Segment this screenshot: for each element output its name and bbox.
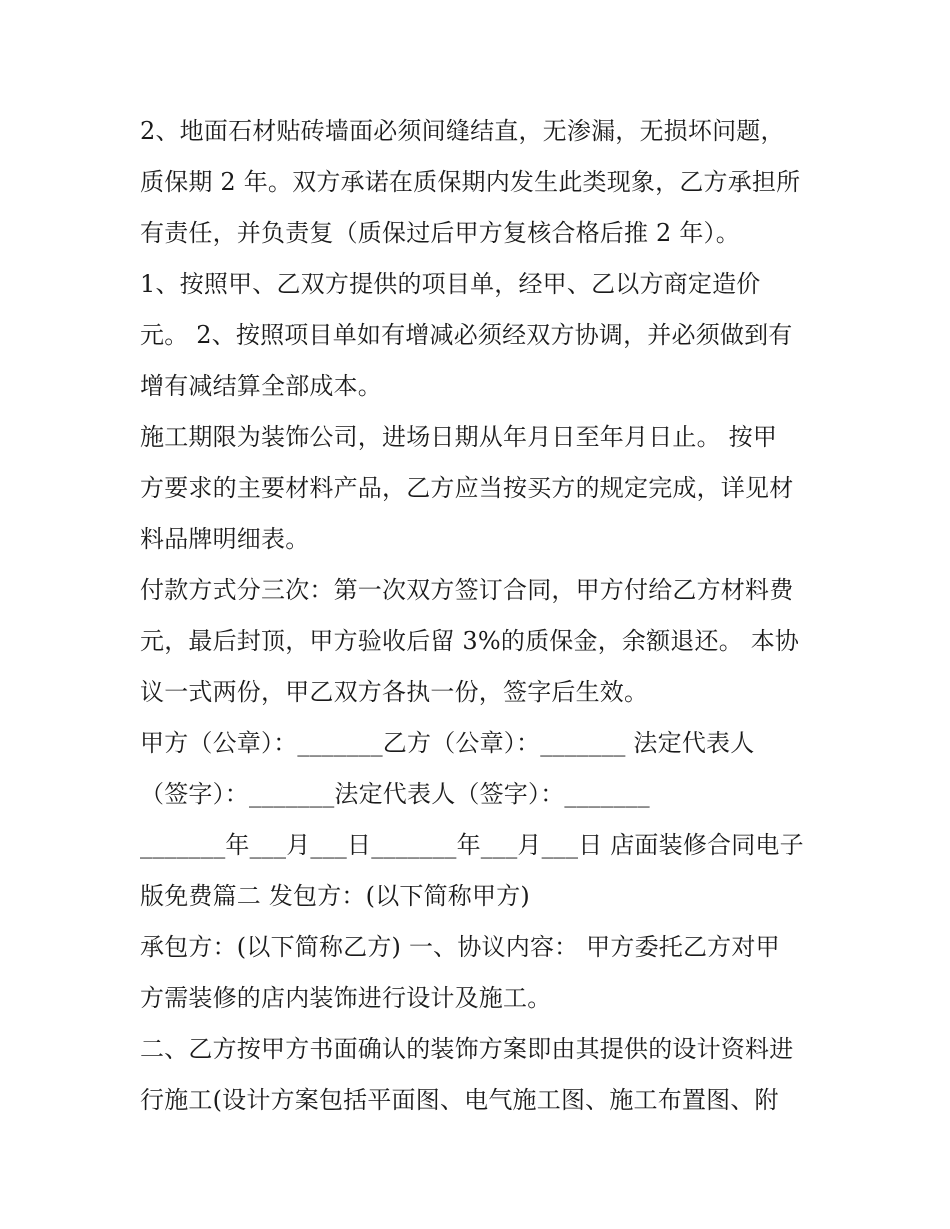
text-line: 议一式两份，甲乙双方各执一份，签字后生效。 <box>140 678 649 706</box>
text-line: 料品牌明细表。 <box>140 525 310 553</box>
text-line: 有责任，并负责复（质保过后甲方复核合格后推 2 年）。 <box>140 219 740 247</box>
text-line: 版免费篇二 发包方：(以下简称甲方) <box>140 882 530 910</box>
date-line: _______年___月___日_______年___月___日 店面装修合同电子 <box>140 831 804 859</box>
signature-line: （签字）：_______法定代表人（签字）：_______ <box>140 780 650 808</box>
text-line: 增有减结算全部成本。 <box>140 372 382 400</box>
text-line: 元，最后封顶，甲方验收后留 3%的质保金，余额退还。 本协 <box>140 627 800 655</box>
signature-line: 甲方（公章）：_______乙方（公章）：_______ 法定代表人 <box>140 729 755 757</box>
text-line: 二、乙方按甲方书面确认的装饰方案即由其提供的设计资料进 <box>140 1035 794 1063</box>
text-line: 2、地面石材贴砖墙面必须间缝结直，无渗漏，无损坏问题， <box>140 117 785 145</box>
text-line: 承包方：(以下简称乙方) 一、协议内容： 甲方委托乙方对甲 <box>140 933 780 961</box>
text-line: 元。 2、按照项目单如有增减必须经双方协调，并必须做到有 <box>140 321 793 349</box>
text-line: 方需装修的店内装饰进行设计及施工。 <box>140 984 552 1012</box>
text-line: 施工期限为装饰公司，进场日期从年月日至年月日止。 按甲 <box>140 423 778 451</box>
document-body <box>140 106 812 1126</box>
text-line: 方要求的主要材料产品，乙方应当按买方的规定完成，详见材 <box>140 474 794 502</box>
text-line: 质保期 2 年。双方承诺在质保期内发生此类现象，乙方承担所 <box>140 168 801 196</box>
text-line: 行施工(设计方案包括平面图、电气施工图、施工布置图、附 <box>140 1086 779 1114</box>
text-line: 1、按照甲、乙双方提供的项目单，经甲、乙以方商定造价 <box>140 270 761 298</box>
text-line: 付款方式分三次：第一次双方签订合同，甲方付给乙方材料费 <box>140 576 794 604</box>
